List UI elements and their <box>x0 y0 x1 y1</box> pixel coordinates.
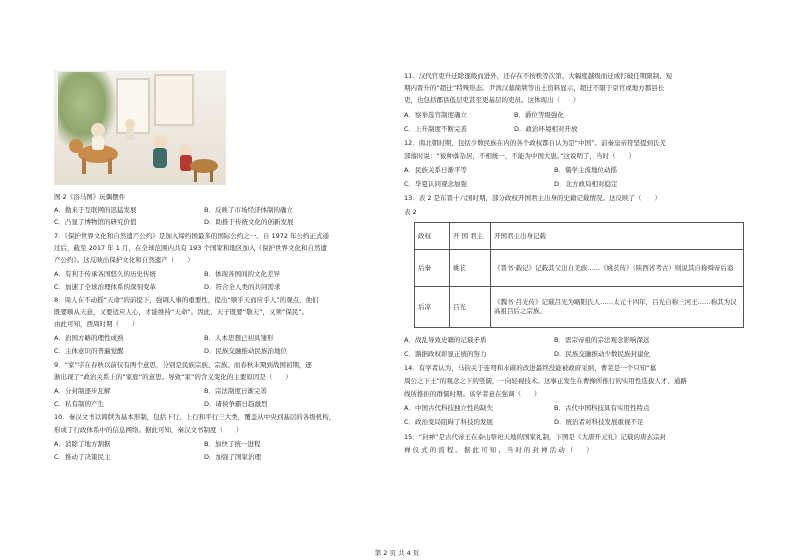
q12-line-1: 12．南北朝时期，包括少数民族在内的各个政权都自认为是“中国”。前秦皇帝符坚提到氏羌 <box>404 139 667 147</box>
q7-option-b: B．体现各国间的文化差异 <box>204 270 280 278</box>
q6-option-d: D．助推于传统文化的创新发展 <box>204 218 294 226</box>
q11-option-a: A．察举选官制度确立 <box>404 111 467 119</box>
table-cell-regime: 后秦 <box>415 250 450 287</box>
q8-option-a: A．治国方略的理性成熟 <box>54 334 124 342</box>
q7-line-3: 产公约》。这反映出保护文化和自然遗产（ ） <box>54 256 194 264</box>
table-header: 开国君主出身记载 <box>491 223 744 250</box>
table-cell-ruler: 姚苌 <box>450 250 491 287</box>
page-footer: 第 2 页 共 4 页 <box>374 549 420 557</box>
doll-figurines <box>54 70 226 185</box>
q9-line-1: 9．“家”字在春秋以前仅有两个意思，分别是民族宗族、宗族。而春秋末期到战国初期，逐 <box>54 361 312 369</box>
q8-line-1: 8．周人在不动摇“天命”的前提下，强调人事的重要性，提出“顺乎天而应乎人”的观点，他们 <box>54 296 319 304</box>
q14-option-a: A．中国古代科技独立性的缺失 <box>404 404 493 412</box>
q14-line-1: 14．有学者认为，马钧关于连弩和水碓的改进最终没能被政府采纳，曹芜是一个只知“墓 <box>404 364 657 372</box>
q9-option-c: C．私有制的产生 <box>54 400 105 408</box>
q14-line-3: 线所推拒的群儒时期。该学者意在强调（ ） <box>404 390 541 398</box>
q12-line-2: 部落时说：“彼种落杂居，不相统一，不能为中国大患。”这说明了，当时（ ） <box>404 152 635 160</box>
q6-option-b: B．反映了市场经济体制的确立 <box>204 206 293 214</box>
q10-option-c: C．推动了决策民主 <box>54 453 111 461</box>
table-header: 政权 <box>415 223 450 250</box>
q7-option-d: D．符合全人类的共同需求 <box>204 283 281 291</box>
q7-option-c: C．加速了全球治理体系的深刻变革 <box>54 283 157 291</box>
table-cell-ruler: 吕光 <box>450 287 491 328</box>
table-header: 开 国 君主 <box>450 223 491 250</box>
q11-option-d: D．政治环境相对开放 <box>514 125 578 133</box>
ruler-table <box>414 222 744 328</box>
table-cell-record: 《晋书·载记》记载其父出自羌族……《姚苌传》（陕西省考古）则说其自称舜帝后裔 <box>491 250 744 287</box>
q7-line-2: 过后，截至 2017 年 1 月，在全球范围内共有 193 个国家和地区加入《保护世界文化和自然遗 <box>54 244 327 252</box>
q13-option-d: D．民族交融推动少数民族封建化 <box>554 350 651 358</box>
q13-option-c: C．割据政权彰显正统的努力 <box>404 350 487 358</box>
table-cell-record: 《魏书·吕光传》记载吕光为略阳氏人……太元十四年，吕光自称三河王……称其为汉高祖吕后之宗族。 <box>491 287 744 328</box>
q12-option-d: D．北方政局相对稳定 <box>554 180 618 188</box>
q8-option-d: D．民族交融推动民族治地位 <box>204 347 288 355</box>
q14-option-b: B．古代中国科技具有实用性特点 <box>554 404 650 412</box>
q11-line-3: 吏，也包括郡县低层吏甚至更基层的吏员。这体现出（ ） <box>404 96 580 104</box>
q10-option-a: A．消除了地方割据 <box>54 440 111 448</box>
q6-option-c: C．凸显了博物馆的研究价值 <box>54 218 137 226</box>
q8-line-3: 由此可知，西周时期（ ） <box>54 320 139 328</box>
q11-option-b: B．爵位等级强化 <box>514 111 564 119</box>
q11-line-2: 期内晋升的“超迁”特殊形态。尹湾汉墓简牍等出土资料显示，超迁不限于京官或地方郡县长 <box>404 84 665 92</box>
q12-option-b: B．儒学主流地位动摇 <box>554 166 617 174</box>
q15-line-1: 15．“封禅”是古代帝王在泰山祭祀天地的国家礼制，下图是《大唐开元礼》记载的唐玄宗封 <box>404 433 667 441</box>
q9-option-d: D．诸侯争霸日趋激烈 <box>204 400 268 408</box>
q10-option-d: D．加强了国家治理 <box>204 453 262 461</box>
figure-photo <box>54 70 226 185</box>
q13-option-b: B．需宗帝祖的宗法观念影响深远 <box>554 336 650 344</box>
q12-option-c: C．华夏认同观念加强 <box>404 180 468 188</box>
q13-text: 13．表 2 是东晋十六国时期，部分政权开国君主出身的史籍记载情况。这反映了（ ） <box>404 194 662 202</box>
q12-option-a: A．民族关系日渐平等 <box>404 166 467 174</box>
q13-option-a: A．战乱导致史籍的记载矛盾 <box>404 336 487 344</box>
q14-line-2: 周公之下士”的观念之下的竖儒，一向轻视技术。这事正发生在曹操所推行的实用性选拔人才、通路 <box>404 377 687 385</box>
q8-option-c: C．主体意识的普遍觉醒 <box>54 347 124 355</box>
q11-option-c: C．上升制度不断完善 <box>404 125 468 133</box>
q10-line-1: 10．秦汉文书以简牍为基本形制，包括下行、上行和平行三大类，覆盖从中央到基层的各级机构， <box>54 413 336 421</box>
q6-option-a: A．勤来于互联网的迅猛发展 <box>54 206 137 214</box>
q11-line-1: 11．汉代官吏升迁除逐级而进外，还存在不按秩等次第、大幅度越级而迁或打破任期限制、短 <box>404 72 673 80</box>
table-header-row <box>415 223 744 250</box>
q7-line-1: 7．《保护世界文化和自然遗产公约》是加入缔约国最多的国际公约之一。自 1972 年公约正式通 <box>54 232 330 240</box>
q8-option-b: B．人本思想已初具雏形 <box>204 334 274 342</box>
q7-option-a: A．有利于传承各国悠久的历史传统 <box>54 270 156 278</box>
table-row <box>415 287 744 328</box>
q8-line-2: 既要顺从天意，又要适应人心，才能维持“天命”。因此，天子既要“敬天”，又须“保民”。 <box>54 308 309 316</box>
table-row <box>415 250 744 287</box>
q10-line-2: 形成了行政体系中的信息网络。据此可知，秦汉文书制度（ ） <box>54 426 243 434</box>
q9-option-a: A．分封制逐步瓦解 <box>54 387 111 395</box>
q10-option-b: B．加快了统一进程 <box>204 440 261 448</box>
q9-option-b: B．宗法制度日渐完善 <box>204 387 267 395</box>
q14-option-d: D．统治者对科技发展重视不足 <box>554 418 644 426</box>
table-label: 表 2 <box>404 208 417 216</box>
q15-line-2: 禅 仪 式 的 流 程 。 据 此 可 知 ， 当 时 的 封 禅 活 动 （ ） <box>404 446 593 454</box>
q14-option-c: C．政治变局阻碍了科技的发展 <box>404 418 494 426</box>
q9-line-2: 渐出现了“政治关系上的”家庭“的意思。导致“家”的含义变化的主要原因是（ ） <box>54 373 292 381</box>
figure-caption: 图 2《浴马图》玩偶摆件 <box>54 193 126 201</box>
table-cell-regime: 后凉 <box>415 287 450 328</box>
